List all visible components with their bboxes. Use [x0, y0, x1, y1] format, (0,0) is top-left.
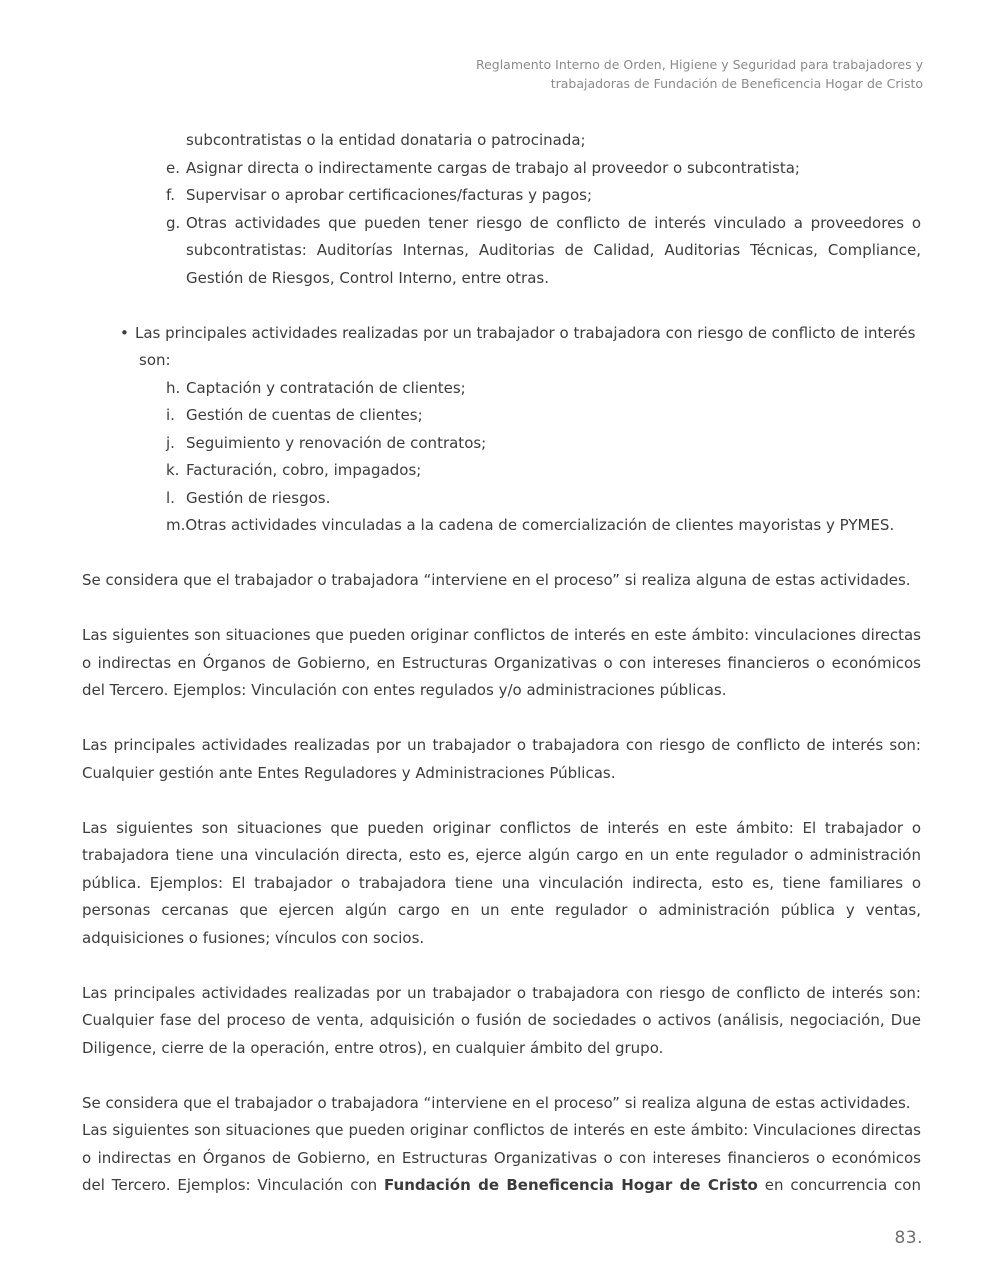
list-item-marker: l. — [166, 488, 175, 507]
list-item-text: Seguimiento y renovación de contratos; — [186, 433, 487, 452]
list-item-l — [82, 485, 921, 513]
list-item-marker: e. — [166, 158, 180, 177]
organization-name: Fundación de Beneficencia Hogar de Cristo — [384, 1176, 758, 1194]
paragraph-3: Las principales actividades realizadas por un trabajador o trabajadora con riesgo de conflicto de interés son: Cualquier gestión ante Entes Reguladores y Administraciones Públicas. — [82, 736, 921, 782]
list-item-continuation — [82, 127, 921, 155]
page-number: 83. — [894, 1228, 923, 1248]
list-item-text: Otras actividades vinculadas a la cadena de comercialización de clientes mayoristas y PYMES. — [185, 516, 895, 534]
list-item-text: Otras actividades que pueden tener riesgo de conflicto de interés vinculado a proveedores o subcontratistas: Auditorías Internas, Auditorias de Calidad, Auditorias Técnicas, Compliance, Gestión de Riesgos, Control Interno, entre otras. — [186, 213, 921, 287]
list-item-marker: f. — [166, 186, 175, 204]
bullet-icon: • — [120, 323, 129, 342]
list-item-h — [82, 375, 921, 403]
running-header — [323, 55, 923, 93]
paragraph-4: Las siguientes son situaciones que pueden originar conflictos de interés en este ámbito: El trabajador o trabajadora tiene una vinculación directa, esto es, ejerce algún cargo en un ente regulador o administración pública. Ejemplos: El trabajador o trabajadora tiene una vinculación indirecta, esto es, tiene familiares o personas cercanas que ejercen algún cargo en un ente regulador o administración pública y ventas, adquisiciones o fusiones; vínculos con socios. — [82, 818, 921, 947]
list-item-text: Gestión de cuentas de clientes; — [186, 406, 423, 424]
paragraph-2: Las siguientes son situaciones que pueden originar conflictos de interés en este ámbito: vinculaciones directas o indirectas en Órganos de Gobierno, en Estructuras Organizativas o con intereses financieros o económicos del Tercero. Ejemplos: Vinculación con entes regulados y/o administraciones públicas. — [82, 626, 921, 699]
paragraph-6-line-1: Se considera que el trabajador o trabajadora “interviene en el proceso” si realiza alguna de estas actividades. — [82, 1093, 911, 1112]
list-item-m — [82, 512, 921, 540]
header-line-1: Reglamento Interno de Orden, Higiene y Seguridad para trabajadores y — [475, 57, 923, 72]
list-item-k — [82, 457, 921, 485]
paragraph-6 — [82, 1117, 921, 1200]
list-item-text: Captación y contratación de clientes; — [186, 378, 466, 397]
list-item-f — [82, 182, 921, 210]
list-item-marker: k. — [166, 461, 180, 479]
list-item-marker: h. — [166, 378, 181, 397]
page-body — [82, 127, 921, 1200]
list-item-marker: i. — [166, 406, 175, 424]
paragraph-5: Las principales actividades realizadas por un trabajador o trabajadora con riesgo de conflicto de interés son: Cualquier fase del proceso de venta, adquisición o fusión de sociedades o activos (análisis, negociación, Due Diligence, cierre de la operación, entre otros), en cualquier ámbito del grupo. — [82, 983, 921, 1057]
list-item-text: Facturación, cobro, impagados; — [186, 461, 422, 479]
list-item-marker: m. — [166, 516, 186, 534]
list-item-e — [82, 155, 921, 183]
bullet-item — [82, 320, 921, 375]
list-item-marker: g. — [166, 213, 181, 232]
bullet-text-line-1: Las principales actividades realizadas por un trabajador o trabajadora con riesgo de conflicto de interés — [135, 323, 916, 342]
list-item-j — [82, 430, 921, 458]
paragraph-6-text-b: en concurrencia con — [757, 1176, 921, 1194]
list-item-text: Gestión de riesgos. — [186, 488, 331, 507]
bullet-text-line-2: son: — [139, 351, 171, 369]
list-item-marker: j. — [166, 433, 175, 452]
list-item-text: Asignar directa o indirectamente cargas de trabajo al proveedor o subcontratista; — [186, 158, 800, 177]
list-item-text: subcontratistas o la entidad donataria o patrocinada; — [186, 131, 586, 149]
list-item-i — [82, 402, 921, 430]
paragraph-6-text-a: Las siguientes son situaciones que pueden originar conflictos de interés en este ámbito: Vinculaciones directas o indirectas en Órganos de Gobierno, en Estructuras Organizativas o con intereses financieros o económicos del Tercero. Ejemplos: Vinculación con — [82, 1121, 921, 1194]
paragraph-1: Se considera que el trabajador o trabajadora “interviene en el proceso” si realiza alguna de estas actividades. — [82, 571, 911, 589]
header-line-2: trabajadoras de Fundación de Beneficencia Hogar de Cristo — [550, 76, 923, 91]
list-item-text: Supervisar o aprobar certificaciones/facturas y pagos; — [186, 186, 593, 204]
list-item-g — [82, 210, 921, 293]
